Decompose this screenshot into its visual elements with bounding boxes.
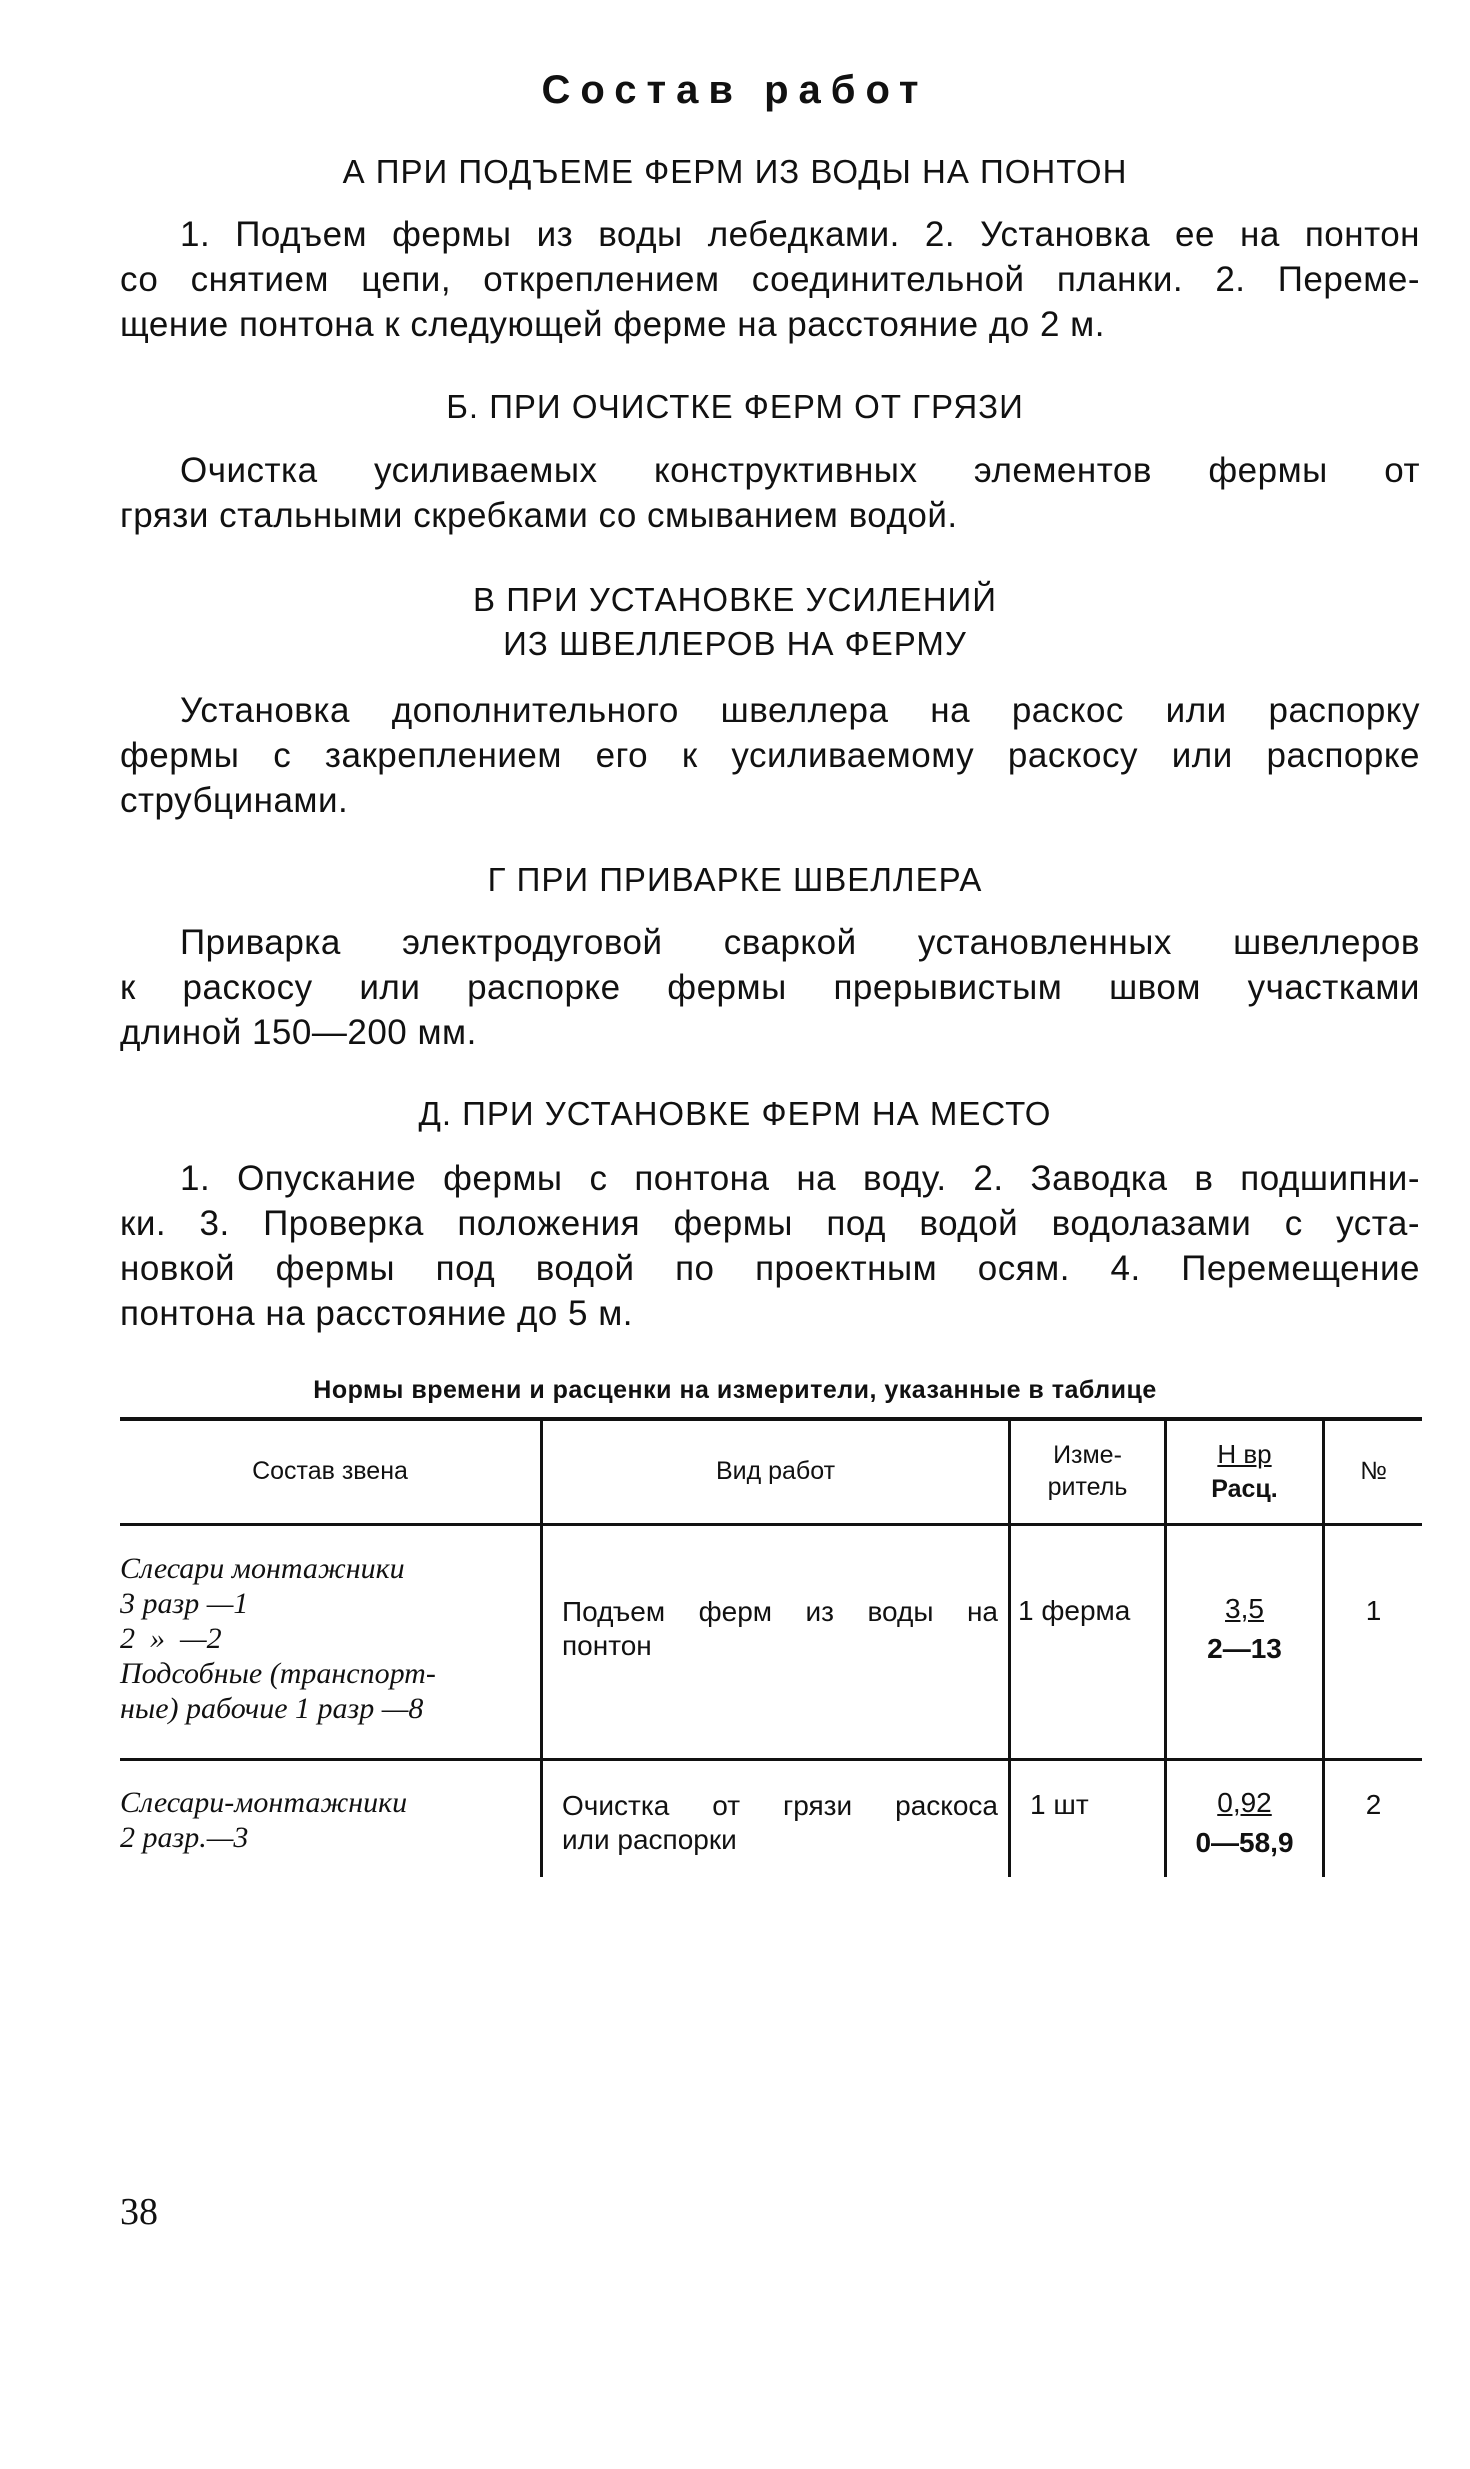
header-unit bbox=[1011, 1439, 1164, 1503]
text-line: ки. 3. Проверка положения фермы под водой водолазами с уста- bbox=[120, 1204, 1420, 1243]
table-row-2-rate: 0—58,9 bbox=[1195, 1827, 1294, 1858]
crew-line: 2 » —2 bbox=[120, 1622, 222, 1655]
table-row-1-crew bbox=[120, 1551, 530, 1726]
text-line: со снятием цепи, откреплением соединительной планки. 2. Переме- bbox=[120, 260, 1420, 299]
table-top-rule bbox=[120, 1417, 1422, 1421]
section-v-text bbox=[120, 688, 1420, 823]
table-header-rule bbox=[120, 1523, 1422, 1526]
table-row-1-unit: 1 ферма bbox=[1018, 1595, 1131, 1626]
text-line: 1. Опускание фермы с понтона на воду. 2. Заводка в подшипни- bbox=[180, 1159, 1420, 1198]
text-line: фермы с закреплением его к усиливаемому раскосу или распорке bbox=[120, 736, 1420, 775]
crew-line: Подсобные (транспорт- bbox=[120, 1657, 436, 1690]
crew-line: Слесари-монтажники bbox=[120, 1786, 408, 1819]
header-rate: Расц. bbox=[1211, 1475, 1278, 1503]
work-line: Подъем ферм из воды на bbox=[562, 1596, 998, 1627]
text-line: 1. Подъем фермы из воды лебедками. 2. Установка ее на понтон bbox=[180, 215, 1420, 254]
heading-line: ИЗ ШВЕЛЛЕРОВ НА ФЕРМУ bbox=[503, 625, 967, 662]
work-line: Очистка от грязи раскоса bbox=[562, 1790, 998, 1821]
table-row-2-norm: 0,92 bbox=[1217, 1787, 1272, 1818]
section-d-heading: Д. ПРИ УСТАНОВКЕ ФЕРМ НА МЕСТО bbox=[418, 1095, 1052, 1132]
header-norm: Н вр bbox=[1217, 1439, 1272, 1469]
table-row-1-norm: 3,5 bbox=[1225, 1593, 1264, 1624]
table-row-1-rate: 2—13 bbox=[1207, 1633, 1282, 1664]
table-caption: Нормы времени и расценки на измерители, указанные в таблице bbox=[313, 1376, 1157, 1404]
table-row-2-work bbox=[562, 1789, 998, 1857]
text-line: понтона на расстояние до 5 м. bbox=[120, 1294, 634, 1333]
text-line: Установка дополнительного швеллера на раскос или распорку bbox=[180, 691, 1420, 730]
text-line: новкой фермы под водой по проектным осям. 4. Перемещение bbox=[120, 1249, 1420, 1288]
text-line: грязи стальными скребками со смыванием водой. bbox=[120, 496, 958, 535]
text-line: струбцинами. bbox=[120, 781, 349, 820]
section-a-text bbox=[120, 212, 1420, 347]
work-line: или распорки bbox=[562, 1824, 737, 1855]
work-line: понтон bbox=[562, 1630, 652, 1661]
text-line: к раскосу или распорке фермы прерывистым швом участками bbox=[120, 968, 1420, 1007]
header-unit-line: ритель bbox=[1047, 1473, 1128, 1501]
table-row-2-num: 2 bbox=[1365, 1789, 1382, 1820]
section-g-text bbox=[120, 920, 1420, 1055]
section-d-text bbox=[120, 1156, 1420, 1336]
header-unit-line: Изме- bbox=[1053, 1441, 1122, 1469]
header-crew: Состав звена bbox=[252, 1457, 408, 1485]
table-row-rule bbox=[120, 1758, 1422, 1761]
table-row-2-unit: 1 шт bbox=[1030, 1789, 1089, 1820]
table-row-1-num: 1 bbox=[1365, 1595, 1382, 1626]
heading-line: В ПРИ УСТАНОВКЕ УСИЛЕНИЙ bbox=[473, 581, 997, 618]
text-line: длиной 150—200 мм. bbox=[120, 1013, 477, 1052]
page-title: Состав работ bbox=[541, 68, 929, 112]
text-line: Очистка усиливаемых конструктивных элементов фермы от bbox=[180, 451, 1420, 490]
section-a-heading: А ПРИ ПОДЪЕМЕ ФЕРМ ИЗ ВОДЫ НА ПОНТОН bbox=[342, 153, 1128, 190]
section-b-text bbox=[120, 448, 1420, 538]
crew-line: 3 разр —1 bbox=[120, 1587, 249, 1620]
crew-line: 2 разр.—3 bbox=[120, 1821, 249, 1854]
section-b-heading: Б. ПРИ ОЧИСТКЕ ФЕРМ ОТ ГРЯЗИ bbox=[446, 388, 1024, 425]
header-num: № bbox=[1360, 1457, 1387, 1485]
crew-line: Слесари монтажники bbox=[120, 1552, 405, 1585]
header-work: Вид работ bbox=[715, 1457, 836, 1485]
crew-line: ные) рабочие 1 разр —8 bbox=[120, 1692, 424, 1725]
text-line: щение понтона к следующей ферме на расстояние до 2 м. bbox=[120, 305, 1105, 344]
text-line: Приварка электродуговой сваркой установленных швеллеров bbox=[180, 923, 1420, 962]
table-row-1-work bbox=[562, 1595, 998, 1663]
section-v-heading bbox=[0, 578, 1470, 666]
page-number: 38 bbox=[120, 2191, 158, 2233]
section-g-heading: Г ПРИ ПРИВАРКЕ ШВЕЛЛЕРА bbox=[487, 861, 983, 898]
table-row-2-crew bbox=[120, 1785, 530, 1855]
